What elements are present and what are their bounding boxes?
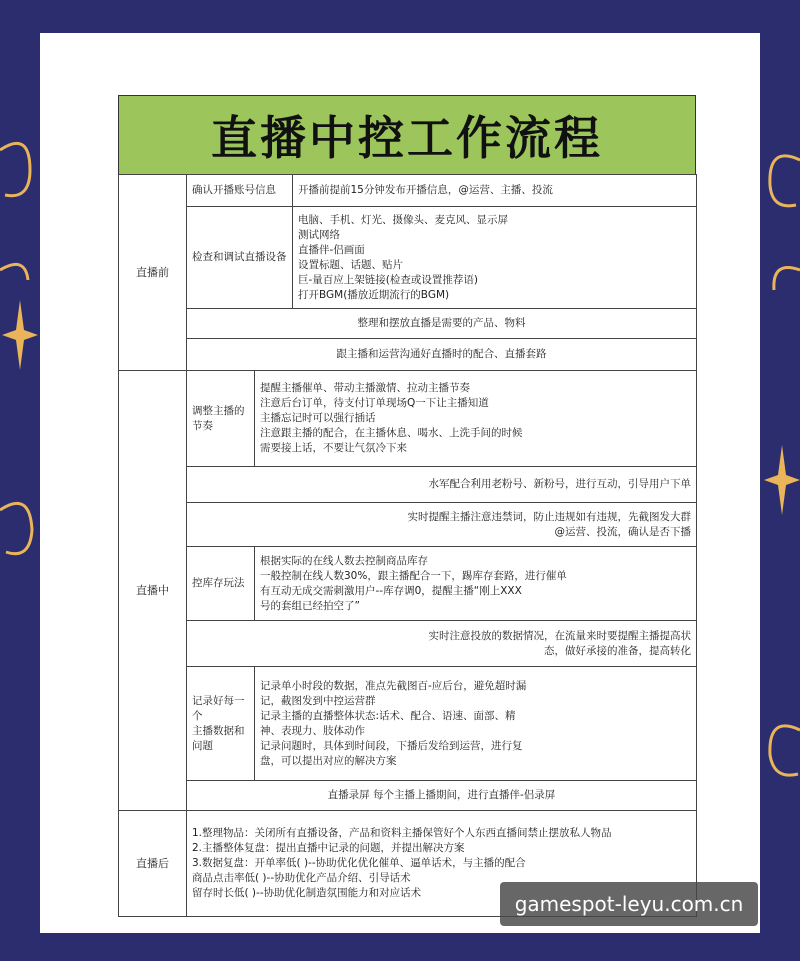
content-cell: 记录单小时段的数据，准点先截图百-应后台，避免超时漏 记，截图发到中控运营群 记录主播的直播整体状态:话术、配合、语速、面部、精 神、表现力、肢体动作 记录问题时，具体到时间段，下播后发给到运营，进行复 盘，可以提出对应的解决方案 — [255, 667, 697, 781]
sub-cell: 调整主播的 节奏 — [187, 371, 255, 467]
table-row — [119, 503, 697, 547]
content-cell: 跟主播和运营沟通好直播时的配合、直播套路 — [187, 339, 697, 371]
right-swirl-decoration — [760, 90, 800, 810]
table-row — [119, 667, 697, 781]
sub-cell: 确认开播账号信息 — [187, 175, 293, 207]
content-cell: 开播前提前15分钟发布开播信息，@运营、主播、投流 — [293, 175, 697, 207]
sub-cell: 记录好每一 个 主播数据和 问题 — [187, 667, 255, 781]
content-cell: 根据实际的在线人数去控制商品库存 一般控制在线人数30%，跟主播配合一下，踢库存套路，进行催单 有互动无成交需刺激用户--库存调0，提醒主播“刚上XXX 号的套组已经拍空了” — [255, 547, 697, 621]
sub-cell: 控库存玩法 — [187, 547, 255, 621]
table-row — [119, 371, 697, 467]
table-row — [119, 781, 697, 811]
content-cell: 实时注意投放的数据情况，在流量来时要提醒主播提高状 态，做好承接的准备，提高转化 — [187, 621, 697, 667]
content-cell: 实时提醒主播注意违禁词，防止违规如有违规，先截图发大群 @运营、投流，确认是否下播 — [187, 503, 697, 547]
phase-cell-pre: 直播前 — [119, 175, 187, 371]
table-row — [119, 339, 697, 371]
content-cell: 1.整理物品：关闭所有直播设备，产品和资料主播保管好个人东西直播间禁止摆放私人物品 2.主播整体复盘：提出直播中记录的问题，并提出解决方案 3.数据复盘：开单率低( )--协助优化优化催单、逼单话术，与主播的配合 商品点击率低( )--协助优化产品介绍、引导话术 留存时长低( )--协助优化制造氛围能力和对应话术 — [187, 811, 697, 917]
left-swirl-decoration — [0, 90, 40, 650]
content-cell: 提醒主播催单、带动主播激情、拉动主播节奏 注意后台订单，待支付订单现场Q一下让主播知道 主播忘记时可以强行插话 注意跟主播的配合，在主播休息、喝水、上洗手间的时候 需要接上话，不要让气氛冷下来 — [255, 371, 697, 467]
table-row — [119, 207, 697, 309]
sub-cell: 检查和调试直播设备 — [187, 207, 293, 309]
table-row — [119, 621, 697, 667]
phase-cell-live: 直播中 — [119, 371, 187, 811]
content-cell: 直播录屏 每个主播上播期间，进行直播伴-侣录屏 — [187, 781, 697, 811]
watermark: gamespot-leyu.com.cn — [500, 882, 758, 926]
table-row — [119, 309, 697, 339]
phase-cell-post: 直播后 — [119, 811, 187, 917]
table-row — [119, 175, 697, 207]
table-row — [119, 467, 697, 503]
title-banner — [118, 95, 696, 175]
page-title: 直播中控工作流程 — [211, 111, 603, 165]
workflow-table — [118, 174, 697, 917]
table-row — [119, 547, 697, 621]
content-cell: 水军配合利用老粉号、新粉号，进行互动，引导用户下单 — [187, 467, 697, 503]
content-cell: 电脑、手机、灯光、摄像头、麦克风、显示屏 测试网络 直播伴-侣画面 设置标题、话题、贴片 巨-量百应上架链接(检查或设置推荐语) 打开BGM(播放近期流行的BGM) — [293, 207, 697, 309]
content-cell: 整理和摆放直播是需要的产品、物料 — [187, 309, 697, 339]
